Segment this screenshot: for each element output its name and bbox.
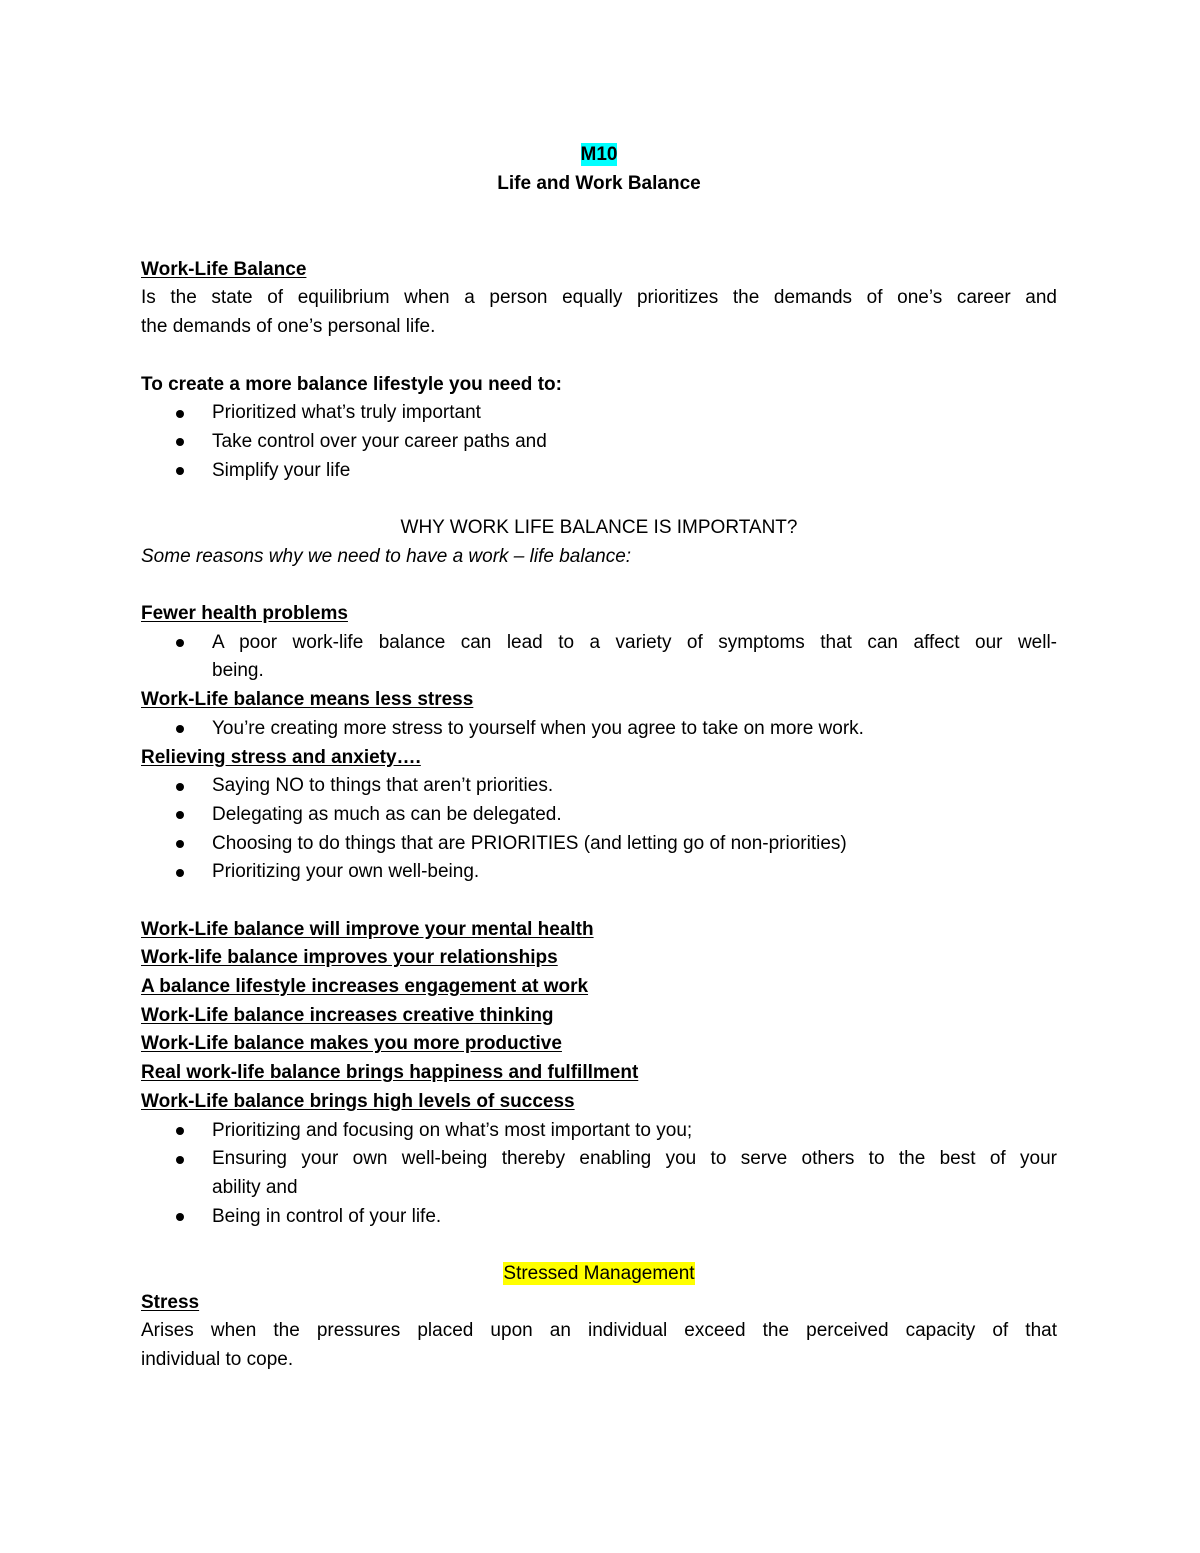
less-stress-heading: Work-Life balance means less stress <box>141 689 474 711</box>
list-item-text: Delegating as much as can be delegated. <box>212 803 562 825</box>
benefit-heading-line <box>141 944 1057 973</box>
spacer <box>141 571 1057 600</box>
list-item-text: You’re creating more stress to yourself when you agree to take on more work. <box>212 717 864 739</box>
benefit-heading-line <box>141 1059 1057 1088</box>
list-item <box>141 399 1057 428</box>
spacer <box>141 227 1057 256</box>
list-item-text: ability and <box>212 1176 298 1198</box>
bullet-icon <box>176 467 184 475</box>
relieving-heading-line <box>141 744 1057 773</box>
list-item-text: Choosing to do things that are PRIORITIES (and letting go of non-priorities) <box>212 832 847 854</box>
fewer-health-heading: Fewer health problems <box>141 603 348 625</box>
bullet-icon <box>176 438 184 446</box>
list-item-text: being. <box>212 660 264 682</box>
spacer <box>141 198 1057 227</box>
module-code: M10 <box>580 144 618 165</box>
bullet-icon <box>176 869 184 877</box>
stress-heading: Stress <box>141 1291 200 1313</box>
bullet-icon <box>176 840 184 848</box>
spacer <box>141 485 1057 514</box>
fewer-health-heading-line <box>141 600 1057 629</box>
list-item <box>141 457 1057 486</box>
stress-definition-line: individual to cope. <box>141 1349 294 1371</box>
benefit-heading-line <box>141 1030 1057 1059</box>
why-intro: Some reasons why we need to have a work – life balance: <box>141 545 632 567</box>
stress-heading-line <box>141 1289 1057 1318</box>
bullet-icon <box>176 725 184 733</box>
spacer <box>141 887 1057 916</box>
list-item-text: Saying NO to things that aren’t priorities. <box>212 775 554 797</box>
work-life-balance-heading: Work-Life Balance <box>141 258 307 280</box>
list-item-text: Being in control of your life. <box>212 1205 442 1227</box>
benefit-heading: Work-Life balance will improve your mental health <box>141 918 594 940</box>
list-item <box>141 830 1057 859</box>
benefit-heading-line <box>141 1002 1057 1031</box>
benefit-heading-line <box>141 916 1057 945</box>
list-item-text: Take control over your career paths and <box>212 430 547 452</box>
document-title: Life and Work Balance <box>497 172 701 194</box>
document-body <box>141 141 1057 1375</box>
spacer <box>141 342 1057 371</box>
list-item-text: Prioritized what’s truly important <box>212 402 481 424</box>
list-item <box>141 715 1057 744</box>
stress-management-heading: Stressed Management <box>503 1263 695 1285</box>
list-item <box>141 858 1057 887</box>
list-item <box>141 428 1057 457</box>
benefit-heading-line <box>141 973 1057 1002</box>
list-item <box>141 1203 1057 1232</box>
definition-line: the demands of one’s personal life. <box>141 316 436 338</box>
bullet-icon <box>176 783 184 791</box>
list-item <box>141 801 1057 830</box>
stress-definition-line: Arises when the pressures placed upon an individual exceed the perceived capacity of that <box>141 1320 1057 1342</box>
bullet-icon <box>176 1127 184 1135</box>
benefit-heading: A balance lifestyle increases engagement at work <box>141 976 589 998</box>
list-item-text: Prioritizing and focusing on what’s most important to you; <box>212 1119 693 1141</box>
spacer <box>141 1231 1057 1260</box>
list-item-text: Simplify your life <box>212 459 351 481</box>
list-item <box>141 1117 1057 1146</box>
benefit-heading: Work-Life balance brings high levels of success <box>141 1090 575 1112</box>
benefit-heading: Real work-life balance brings happiness and fulfillment <box>141 1062 639 1084</box>
definition-line: Is the state of equilibrium when a person equally prioritizes the demands of one’s career and <box>141 287 1057 309</box>
bullet-icon <box>176 1213 184 1221</box>
stress-management-heading-line <box>141 1260 1057 1289</box>
benefit-heading: Work-Life balance increases creative thinking <box>141 1004 554 1026</box>
why-heading: WHY WORK LIFE BALANCE IS IMPORTANT? <box>400 516 798 538</box>
list-item-text: Prioritizing your own well-being. <box>212 861 480 883</box>
bullet-icon <box>176 1156 184 1164</box>
module-code-line <box>141 141 1057 170</box>
lifestyle-intro: To create a more balance lifestyle you need to: <box>141 373 562 395</box>
bullet-icon <box>176 811 184 819</box>
benefit-heading: Work-Life balance makes you more productive <box>141 1033 562 1055</box>
relieving-heading: Relieving stress and anxiety…. <box>141 746 421 768</box>
bullet-icon <box>176 410 184 418</box>
work-life-balance-heading-line <box>141 256 1057 285</box>
benefit-heading: Work-life balance improves your relationships <box>141 947 558 969</box>
list-item <box>141 1145 1057 1202</box>
list-item-text: A poor work-life balance can lead to a variety of symptoms that can affect our well- <box>212 631 1057 653</box>
less-stress-heading-line <box>141 686 1057 715</box>
bullet-icon <box>176 639 184 647</box>
benefit-heading-line <box>141 1088 1057 1117</box>
list-item <box>141 772 1057 801</box>
list-item-text: Ensuring your own well-being thereby enabling you to serve others to the best of your <box>212 1148 1057 1170</box>
list-item <box>141 629 1057 686</box>
